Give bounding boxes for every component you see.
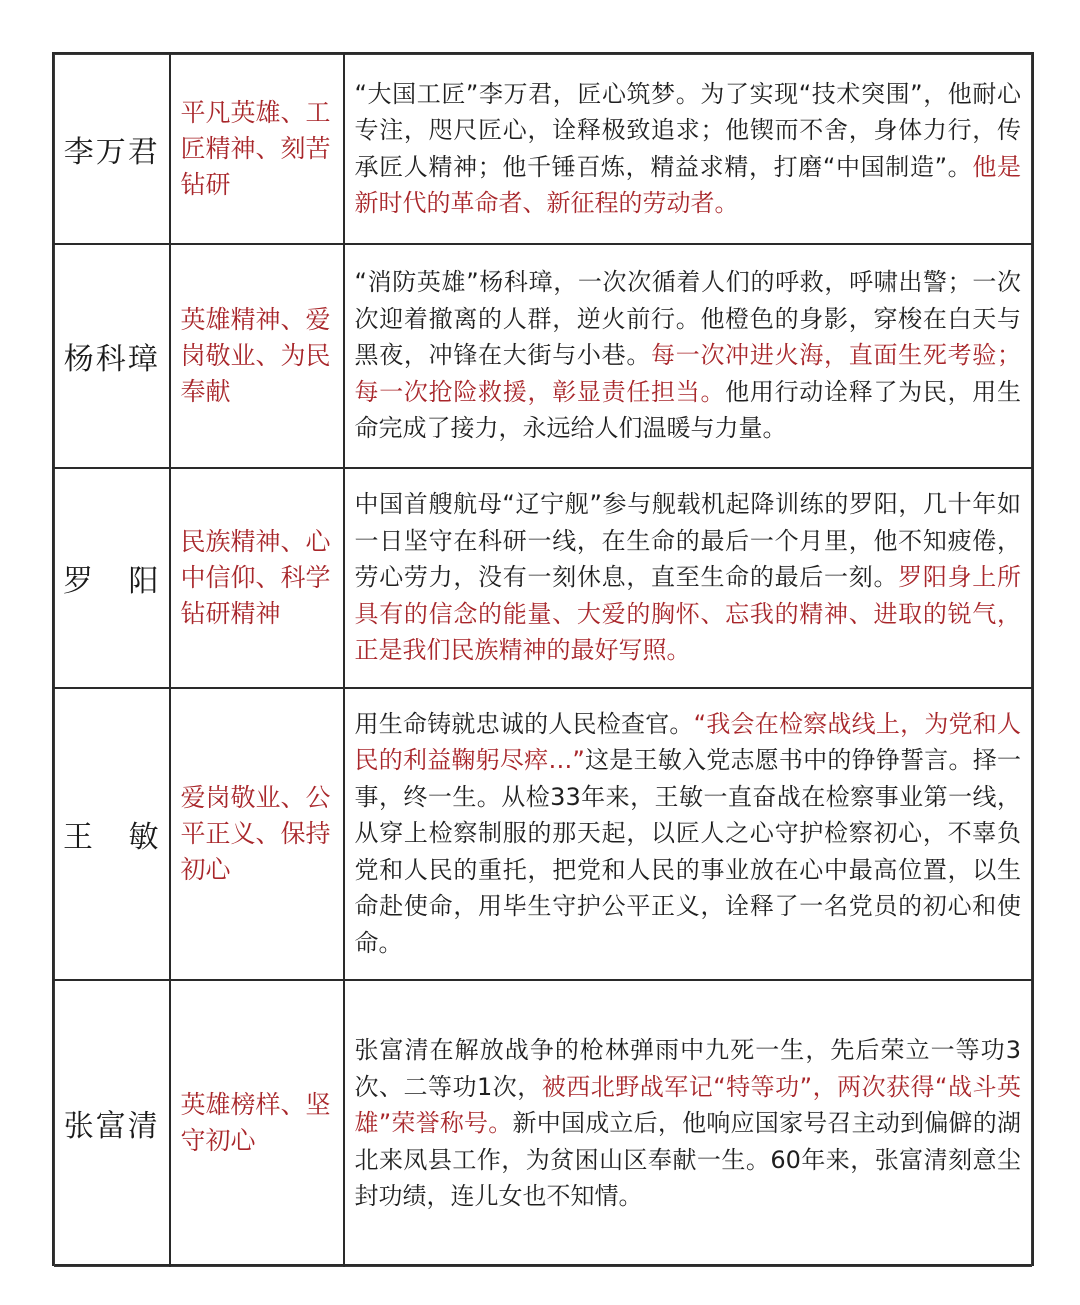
- qualities-cell: [170, 980, 344, 1267]
- hero-name: 李万君: [63, 134, 160, 170]
- hero-description: [355, 264, 1022, 447]
- hero-qualities: 民族精神、心中信仰、科学钻研精神: [180, 526, 331, 628]
- description-highlight: “我会在检察战线上，为党和人民的利益鞠躬尽瘁…”: [354, 709, 1022, 775]
- name-cell: [55, 55, 170, 244]
- hero-comparison-table-frame: [52, 52, 1034, 1266]
- description-tail: 这是王敏入党志愿书中的铮铮誓言。择一事，终一生。从检33年来，王敏一直奋战在检察事业第一线，从穿上检察制服的那天起，以匠人之心守护检察初心，不辜负党和人民的重托，把党和人民的事业放在心中最高位置，以生命赴使命，用毕生守护公平正义，诠释了一名党员的初心和使命。: [354, 746, 1022, 957]
- hero-name-part: 罗: [63, 563, 95, 599]
- qualities-cell: [170, 468, 344, 688]
- hero-name: [59, 556, 165, 600]
- description-highlight: 罗阳身上所具有的信念的能量、大爱的胸怀、忘我的精神、进取的锐气，正是我们民族精神的最好写照。: [354, 563, 1022, 665]
- description-cell: [344, 468, 1032, 688]
- name-cell: [55, 468, 170, 688]
- name-cell: [55, 980, 170, 1267]
- description-text: 张富清在解放战争的枪林弹雨中九死一生，先后荣立一等功3次、二等功1次，: [354, 1036, 1021, 1101]
- table-row: [55, 688, 1032, 980]
- description-tail: 新中国成立后，他响应国家号召主动到偏僻的湖北来凤县工作，为贫困山区奉献一生。60年来，张富清刻意尘封功绩，连儿女也不知情。: [354, 1109, 1022, 1210]
- description-highlight: 他是新时代的革命者、新征程的劳动者。: [354, 152, 1021, 218]
- qualities-cell: [170, 244, 344, 468]
- hero-name: 杨科璋: [63, 341, 160, 377]
- hero-name-part: 敏: [128, 819, 161, 855]
- description-highlight: 每一次冲进火海，直面生死考验；每一次抢险救援，彰显责任担当。: [354, 341, 1022, 406]
- name-cell: [55, 688, 170, 980]
- description-cell: [344, 980, 1032, 1267]
- hero-comparison-table: [54, 54, 1032, 1267]
- hero-name: [59, 812, 165, 856]
- qualities-cell: [170, 688, 344, 980]
- hero-name-part: 王: [63, 819, 95, 855]
- table-row: [55, 55, 1032, 244]
- description-cell: [344, 244, 1032, 468]
- description-cell: [344, 688, 1032, 980]
- description-cell: [344, 55, 1032, 244]
- description-text: 中国首艘航母“辽宁舰”参与舰载机起降训练的罗阳，几十年如一日坚守在科研一线，在生命的最后一个月里，他不知疲倦，劳心劳力，没有一刻休息，直至生命的最后一刻。: [354, 490, 1021, 592]
- description-text: “大国工匠”李万君，匠心筑梦。为了实现“技术突围”，他耐心专注，咫尺匠心，诠释极致追求；他锲而不舍，身体力行，传承匠人精神；他千锤百炼，精益求精，打磨“中国制造”。: [354, 79, 1021, 181]
- hero-description: [355, 706, 1022, 962]
- hero-qualities: 平凡英雄、工匠精神、刻苦钻研: [180, 97, 331, 199]
- description-text: “消防英雄”杨科璋，一次次循着人们的呼救，呼啸出警；一次次迎着撤离的人群，逆火前行。他橙色的身影，穿梭在白天与黑夜，冲锋在大街与小巷。: [354, 268, 1021, 370]
- hero-name: 张富清: [63, 1109, 160, 1145]
- table-row: [55, 980, 1032, 1267]
- description-tail: 他用行动诠释了为民，用生命完成了接力，永远给人们温暖与力量。: [354, 377, 1021, 443]
- hero-qualities: 英雄精神、爱岗敬业、为民奉献: [180, 304, 331, 406]
- name-cell: [55, 244, 170, 468]
- hero-description: [355, 1032, 1022, 1215]
- hero-description: [355, 76, 1022, 222]
- table-row: [55, 468, 1032, 688]
- qualities-cell: [170, 55, 344, 244]
- description-highlight: 被西北野战军记“特等功”，两次获得“战斗英雄”荣誉称号。: [354, 1072, 1021, 1137]
- hero-name-part: 阳: [128, 563, 161, 599]
- hero-qualities: 英雄榜样、坚守初心: [180, 1090, 331, 1156]
- description-text: 用生命铸就忠诚的人民检查官。: [354, 709, 694, 738]
- hero-description: [355, 486, 1022, 669]
- table-row: [55, 244, 1032, 468]
- hero-qualities: 爱岗敬业、公平正义、保持初心: [180, 782, 331, 884]
